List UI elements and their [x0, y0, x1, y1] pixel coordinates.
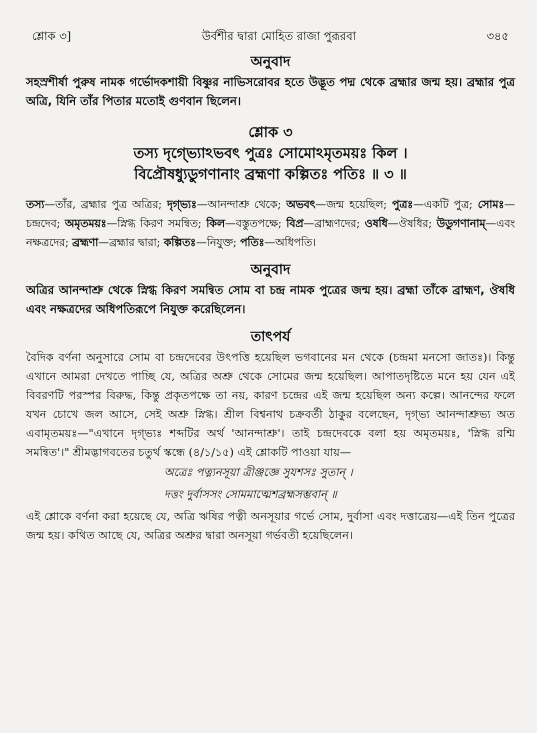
purport-paragraph-1: বৈদিক বর্ণনা অনুসারে সোম বা চন্দ্রদেবের উৎপত্তি হয়েছিল ভগবানের মন থেকে (চন্দ্রমা মনসো জাতঃ)। কিন্তু এখানে আমরা দেখতে পাচ্ছি যে, অত্রির অশ্রু থেকে সোমের জন্ম হয়েছিল। আপাতদৃষ্টিতে মনে হয় যেন এই বিবরণটি পরস্পর বিরুদ্ধ, কিন্তু প্রকৃতপক্ষে তা নয়, কারণ চন্দ্রের এই জন্ম হয়েছিল অন্য কল্পে। আনন্দের ফলে যখন চোখে জল আসে, সেই অশ্রু স্নিগ্ধ। শ্রীল বিশ্বনাথ চক্রবর্তী ঠাকুর বলেছেন, দৃগ্ভ্য আনন্দাশ্রুভ্য অত এবামৃতময়ঃ—"এখানে দৃগ্ভ্যঃ শব্দটির অর্থ 'আনন্দাশ্রু'। তাই চন্দ্রদেবকে বলা হয় অমৃতময়ঃ, 'স্নিগ্ধ রশ্মি সমন্বিত'।" শ্রীমদ্ভাগবতের চতুর্থ স্কন্ধে (৪/১/১৫) এই শ্লোকটি পাওয়া যায়—	[26, 351, 515, 459]
header-chapter-title: উর্বশীর দ্বারা মোহিত রাজা পুরূরবা	[201, 29, 356, 43]
synonym-term: বিপ্র	[286, 217, 304, 230]
synonym-term: সোমঃ	[477, 198, 505, 211]
synonym-meaning: —ব্রহ্মার দ্বারা;	[98, 236, 164, 249]
synonym-meaning: —ব্রাহ্মণদের;	[303, 217, 365, 230]
synonym-term: ব্রহ্মণা	[72, 236, 99, 249]
synonym-term: তস্য	[26, 198, 45, 211]
synonym-meaning: —এবং নক্ষত্রদের;	[26, 217, 516, 249]
translation-heading: অনুবাদ	[250, 262, 291, 278]
synonym-term: কল্পিতঃ	[163, 236, 196, 249]
synonym-meaning: —জন্ম হয়েছিল;	[315, 198, 393, 211]
verse-line-2: বিপ্রৌষধ্যুডুগণানাং ব্রহ্মণা কল্পিতঃ পতিঃ ॥ ৩ ॥	[134, 166, 407, 183]
translation-text: অত্রির আনন্দাশ্রু থেকে স্নিগ্ধ কিরণ সমন্বিত সোম বা চন্দ্র নামক পুত্রের জন্ম হয়। ব্রহ্মা তাঁকে ব্রাহ্মণ, ঔষধি এবং নক্ষত্রদের অধিপতিরূপে নিযুক্ত করেছিলেন।	[26, 283, 515, 316]
synonyms-block	[26, 195, 515, 252]
synonym-meaning: —স্নিগ্ধ কিরণ সমন্বিত;	[106, 217, 207, 230]
synonym-meaning: —বস্তুতপক্ষে;	[224, 217, 287, 230]
translation-prev-heading: অনুবাদ	[250, 54, 291, 70]
synonym-meaning: —তাঁর, ব্রহ্মার পুত্র অত্রির;	[44, 198, 168, 211]
synonym-term: পুত্রঃ	[392, 198, 414, 211]
synonym-term: কিল	[206, 217, 225, 230]
synonym-term: দৃগ্ভ্যঃ	[167, 198, 197, 211]
synonym-meaning: —নিযুক্ত;	[195, 236, 241, 249]
synonym-meaning: —চন্দ্রদেব;	[26, 198, 515, 230]
synonym-meaning: —একটি পুত্র;	[413, 198, 478, 211]
verse-line-1: তস্য দৃগ্ভ্যোঽভবৎ পুত্রঃ সোমোঽমৃতময়ঃ কিল ।	[133, 145, 408, 162]
header-page-number: ৩৪৫	[486, 29, 509, 43]
translation-prev-text: সহস্রশীর্ষা পুরুষ নামক গর্ভোদকশায়ী বিষ্ণুর নাভিসরোবর হতে উদ্ভূত পদ্ম থেকে ব্রহ্মার জন্ম হয়। ব্রহ্মার পুত্র অত্রি, যিনি তাঁর পিতার মতোই গুণবান ছিলেন।	[26, 75, 515, 108]
synonym-term: অভবৎ	[286, 198, 316, 211]
synonym-term: পতিঃ	[240, 236, 265, 249]
purport-heading: তাৎপর্য	[250, 329, 291, 345]
synonym-term: উডুগণানাম্	[436, 217, 486, 230]
header-verse-ref: শ্লোক ৩]	[32, 29, 72, 43]
synonym-term: ওষধি	[364, 217, 388, 230]
running-header	[26, 28, 515, 44]
purport-quote-line-2: দত্তং দুর্বাসসং সোমমাত্মেশব্রহ্মসম্ভবান্ ॥	[164, 488, 337, 501]
purport-quote-line-1: অত্রেঃ পত্ন্যনসূয়া ত্রীঞ্জজ্ঞে সুযশসঃ সুতান্ ।	[164, 466, 353, 479]
synonym-meaning: —ঔষধির;	[387, 217, 437, 230]
synonym-meaning: —অধিপতি।	[264, 236, 317, 249]
purport-paragraph-2: এই শ্লোকে বর্ণনা করা হয়েছে যে, অত্রি ঋষির পত্নী অনসূয়ার গর্ভে সোম, দুর্বাসা এবং দত্তাত্রেয়—এই তিন পুত্রের জন্ম হয়। কথিত আছে যে, অত্রির অশ্রুর দ্বারা অনসূয়া গর্ভবতী হয়েছিলেন।	[26, 510, 515, 542]
synonym-term: অমৃতময়ঃ	[64, 217, 107, 230]
synonym-meaning: —আনন্দাশ্রু থেকে;	[196, 198, 287, 211]
verse-label: শ্লোক ৩	[248, 124, 293, 141]
